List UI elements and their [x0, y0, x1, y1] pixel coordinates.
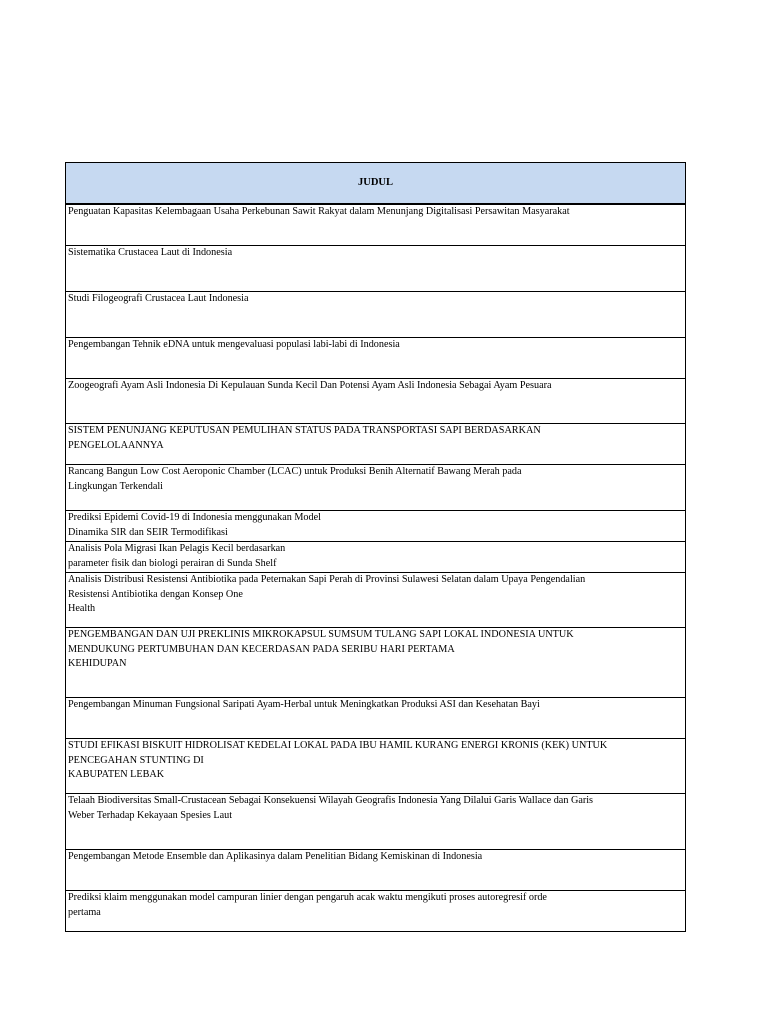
title-cell: Studi Filogeografi Crustacea Laut Indonesia — [66, 292, 686, 338]
judul-table — [65, 162, 686, 932]
table-row — [66, 338, 686, 379]
table-row — [66, 465, 686, 511]
table-row — [66, 628, 686, 698]
title-cell: Prediksi klaim menggunakan model campuran linier dengan pengaruh acak waktu mengikuti proses autoregresif orde pertama — [66, 891, 686, 932]
title-cell: Penguatan Kapasitas Kelembagaan Usaha Perkebunan Sawit Rakyat dalam Menunjang Digitalisasi Persawitan Masyarakat — [66, 204, 686, 246]
title-cell: Pengembangan Tehnik eDNA untuk mengevaluasi populasi labi-labi di Indonesia — [66, 338, 686, 379]
table-row — [66, 891, 686, 932]
title-cell: Prediksi Epidemi Covid-19 di Indonesia menggunakan Model Dinamika SIR dan SEIR Termodifikasi — [66, 511, 686, 542]
title-cell: Telaah Biodiversitas Small-Crustacean Sebagai Konsekuensi Wilayah Geografis Indonesia Yang Dilalui Garis Wallace dan Garis Weber Terhadap Kekayaan Spesies Laut — [66, 794, 686, 850]
table-row — [66, 204, 686, 246]
table-row — [66, 511, 686, 542]
title-cell: Analisis Pola Migrasi Ikan Pelagis Kecil berdasarkan parameter fisik dan biologi perairan di Sunda Shelf — [66, 542, 686, 573]
judul-header: JUDUL — [66, 163, 686, 205]
title-cell: Pengembangan Metode Ensemble dan Aplikasinya dalam Penelitian Bidang Kemiskinan di Indonesia — [66, 850, 686, 891]
title-cell: Rancang Bangun Low Cost Aeroponic Chamber (LCAC) untuk Produksi Benih Alternatif Bawang Merah pada Lingkungan Terkendali — [66, 465, 686, 511]
table-row — [66, 292, 686, 338]
title-cell: STUDI EFIKASI BISKUIT HIDROLISAT KEDELAI LOKAL PADA IBU HAMIL KURANG ENERGI KRONIS (KEK) UNTUK PENCEGAHAN STUNTING DI KABUPATEN LEBAK — [66, 739, 686, 794]
title-cell: Sistematika Crustacea Laut di Indonesia — [66, 246, 686, 292]
table-row — [66, 424, 686, 465]
header-row — [66, 163, 686, 205]
title-cell: Analisis Distribusi Resistensi Antibiotika pada Peternakan Sapi Perah di Provinsi Sulawesi Selatan dalam Upaya Pengendalian Resistensi Antibiotika dengan Konsep One Health — [66, 573, 686, 628]
table-row — [66, 379, 686, 424]
table-row — [66, 794, 686, 850]
title-cell: PENGEMBANGAN DAN UJI PREKLINIS MIKROKAPSUL SUMSUM TULANG SAPI LOKAL INDONESIA UNTUK MENDUKUNG PERTUMBUHAN DAN KECERDASAN PADA SERIBU HARI PERTAMA KEHIDUPAN — [66, 628, 686, 698]
table-row — [66, 698, 686, 739]
table-row — [66, 739, 686, 794]
table-row — [66, 246, 686, 292]
table-row — [66, 850, 686, 891]
title-cell: Pengembangan Minuman Fungsional Saripati Ayam-Herbal untuk Meningkatkan Produksi ASI dan Kesehatan Bayi — [66, 698, 686, 739]
table-row — [66, 573, 686, 628]
title-cell: SISTEM PENUNJANG KEPUTUSAN PEMULIHAN STATUS PADA TRANSPORTASI SAPI BERDASARKAN PENGELOLAANNYA — [66, 424, 686, 465]
table-row — [66, 542, 686, 573]
title-cell: Zoogeografi Ayam Asli Indonesia Di Kepulauan Sunda Kecil Dan Potensi Ayam Asli Indonesia Sebagai Ayam Pesuara — [66, 379, 686, 424]
